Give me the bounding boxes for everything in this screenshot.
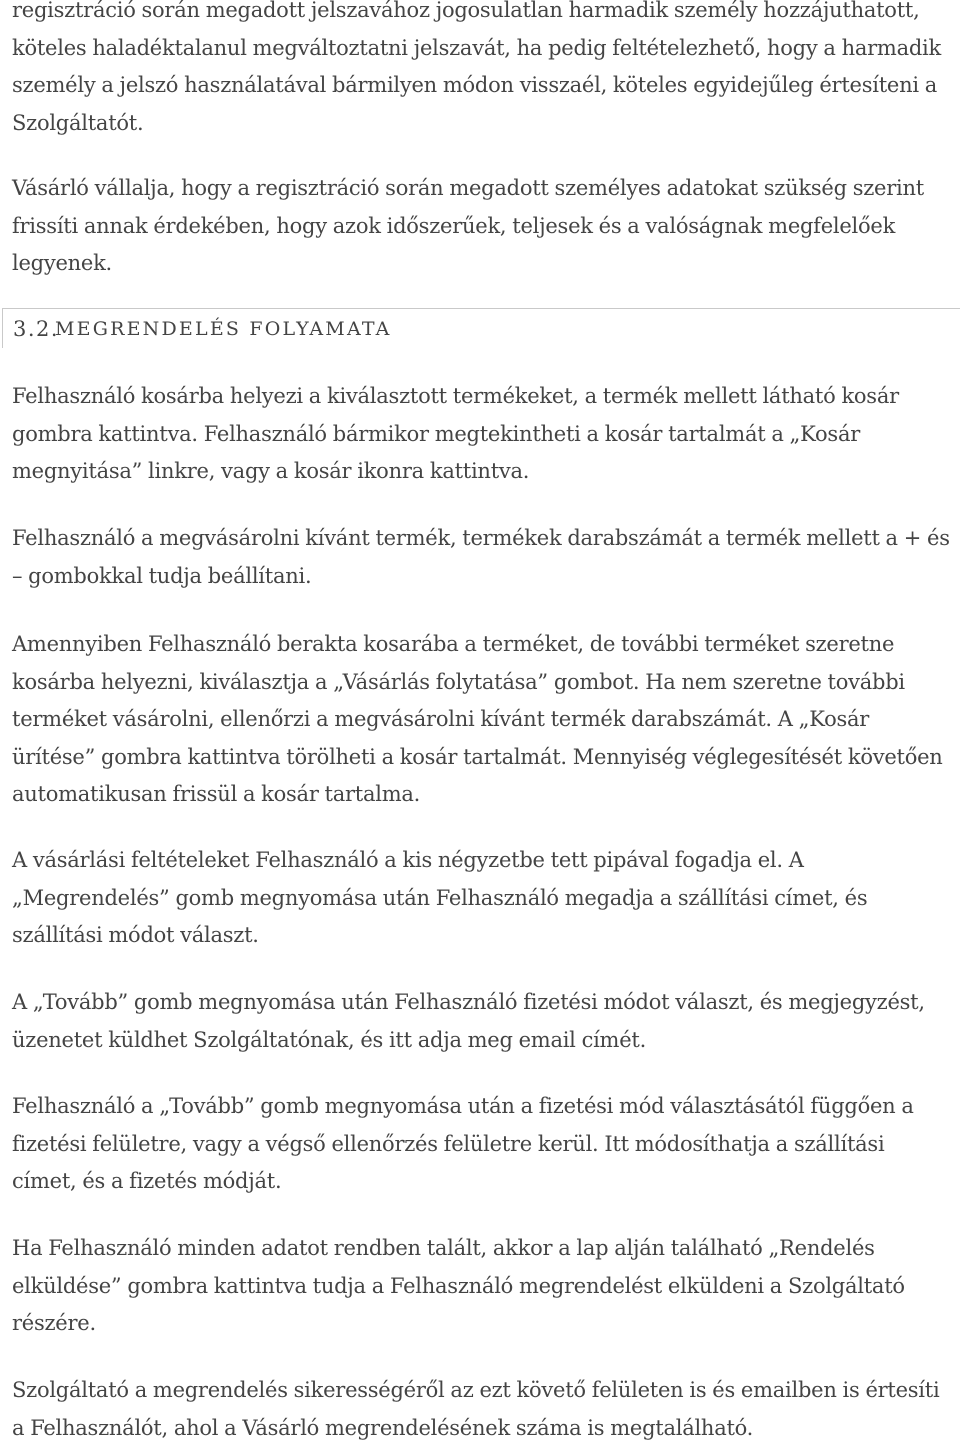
- vasarlo-paragraph: Vásárló vállalja, hogy a regisztráció során megadott személyes adatokat szükség szerint frissíti annak érdekében, hogy azok időszerűek, teljesek és a valóságnak megfelelőek legyenek.: [12, 176, 924, 275]
- section-title: MEGRENDELÉS FOLYAMATA: [55, 318, 392, 340]
- section-heading: [2, 308, 960, 348]
- paragraph-darabszam: Felhasználó a megvásárolni kívánt termék, termékek darabszámát a termék mellett a + és – gombokkal tudja beállítani.: [12, 526, 950, 588]
- paragraph-vasarlasi-feltetelek: A vásárlási feltételeket Felhasználó a kis négyzetbe tett pipával fogadja el. A „Megrendelés” gomb megnyomása után Felhasználó megadja a szállítási címet, és szállítási módot választ.: [12, 848, 868, 947]
- paragraph-vasarlas-folytatasa: Amennyiben Felhasználó berakta kosarába a terméket, de további terméket szeretne kosárba helyezni, kiválasztja a „Vásárlás folytatása” gombot. Ha nem szeretne további terméket vásárolni, ellenőrzi a megvásárolni kívánt termék darabszámát. A „Kosár ürítése” gombra kattintva törölheti a kosár tartalmát. Mennyiség véglegesítését követően automatikusan frissül a kosár tartalma.: [12, 632, 943, 806]
- paragraph-fizetesi-felulet: Felhasználó a „Tovább” gomb megnyomása után a fizetési mód választásától függően a fizetési felületre, vagy a végső ellenőrzés felületre kerül. Itt módosíthatja a szállítási címet, és a fizetés módját.: [12, 1094, 914, 1193]
- paragraph-kosarba-helyezes: Felhasználó kosárba helyezi a kiválasztott termékeket, a termék mellett látható kosár gombra kattintva. Felhasználó bármikor megtekintheti a kosár tartalmát a „Kosár megnyitása” linkre, vagy a kosár ikonra kattintva.: [12, 384, 899, 483]
- section-number: 3.2.: [13, 317, 60, 341]
- paragraph-rendeles-elkuldese: Ha Felhasználó minden adatot rendben talált, akkor a lap alján található „Rendelés elküldése” gombra kattintva tudja a Felhasználó megrendelést elküldeni a Szolgáltató részére.: [12, 1236, 905, 1335]
- intro-paragraph: regisztráció során megadott jelszavához jogosulatlan harmadik személy hozzájuthatott, köteles haladéktalanul megváltoztatni jelszavát, ha pedig feltételezhető, hogy a harmadik személy a jelszó használatával bármilyen módon visszaél, köteles egyidejűleg értesíteni a Szolgáltatót.: [12, 0, 941, 135]
- paragraph-ertesites: Szolgáltató a megrendelés sikerességéről az ezt követő felületen is és emailben is értesíti a Felhasználót, ahol a Vásárló megrendelésének száma is megtalálható.: [12, 1378, 940, 1440]
- paragraph-fizetesi-mod: A „Tovább” gomb megnyomása után Felhasználó fizetési módot választ, és megjegyzést, üzenetet küldhet Szolgáltatónak, és itt adja meg email címét.: [12, 990, 925, 1052]
